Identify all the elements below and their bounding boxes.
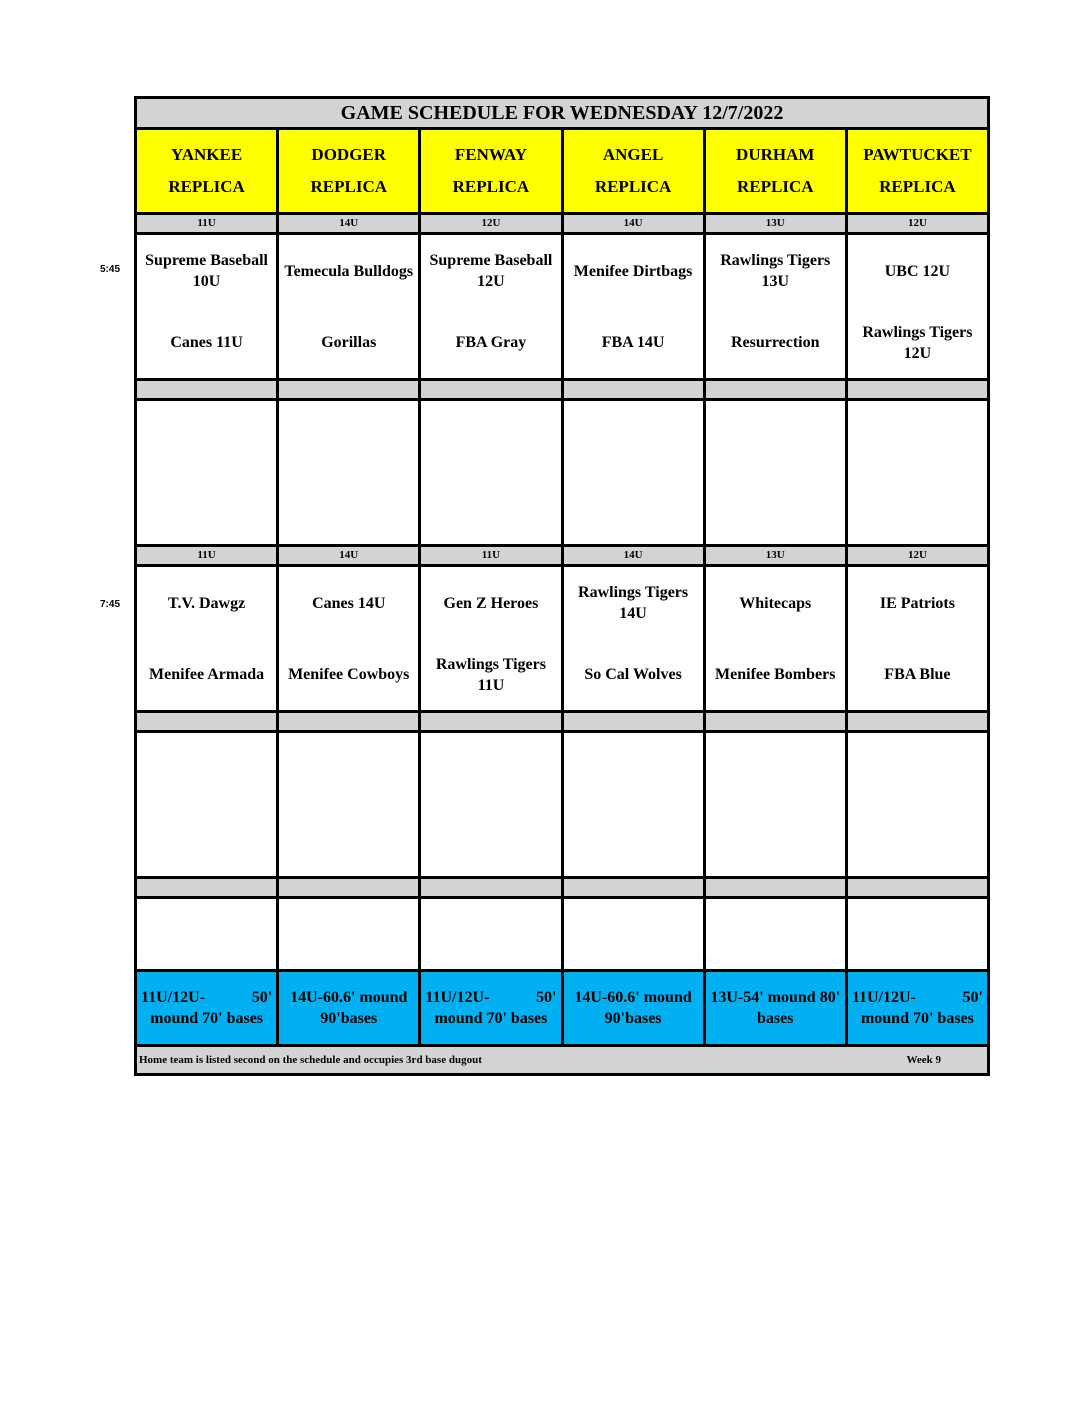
empty-cell [421, 733, 560, 876]
home-team: Menifee Armada [149, 666, 265, 683]
game-cell [279, 567, 418, 710]
empty-cell [706, 733, 845, 876]
empty-cell [706, 401, 845, 544]
age-label: 14U [564, 215, 703, 232]
home-team: FBA 14U [601, 334, 665, 351]
games-row-slot-1 [137, 235, 987, 378]
gray-cell [279, 879, 418, 896]
field-name: FENWAY [454, 145, 527, 164]
field-rules-row [137, 972, 987, 1044]
field-name: PAWTUCKET [863, 145, 972, 164]
game-cell [706, 235, 845, 378]
home-team: Canes 11U [170, 334, 243, 351]
game-cell [848, 567, 987, 710]
home-team: FBA Gray [455, 334, 527, 351]
away-team: Canes 14U [312, 594, 386, 612]
game-cell [564, 235, 703, 378]
spacer-gray-row [137, 713, 987, 730]
age-label: 11U [137, 547, 276, 564]
gray-cell [706, 879, 845, 896]
spacer-gray-row [137, 381, 987, 398]
games-row-slot-2 [137, 567, 987, 710]
field-rule: 11U/12U- 50' mound 70' bases [421, 972, 560, 1044]
field-rule: 13U-54' mound 80' bases [706, 972, 845, 1044]
empty-cell [279, 899, 418, 969]
field-sub: REPLICA [168, 177, 245, 196]
age-label: 11U [137, 215, 276, 232]
field-name: DURHAM [736, 145, 815, 164]
home-team: FBA Blue [884, 666, 951, 683]
gray-cell [137, 879, 276, 896]
game-cell [706, 567, 845, 710]
field-name: DODGER [311, 145, 387, 164]
empty-cell [421, 401, 560, 544]
field-header-row [137, 130, 987, 212]
gray-cell [279, 381, 418, 398]
away-team: Whitecaps [739, 594, 812, 612]
gray-cell [848, 879, 987, 896]
field-sub: REPLICA [452, 177, 530, 196]
empty-cell [564, 899, 703, 969]
footer-bar [137, 1044, 987, 1073]
gray-cell [279, 713, 418, 730]
age-label: 14U [279, 215, 418, 232]
gray-cell [137, 713, 276, 730]
age-label: 12U [848, 215, 987, 232]
age-label: 13U [706, 547, 845, 564]
field-header-angel [564, 130, 703, 212]
age-label: 11U [421, 547, 560, 564]
age-label: 13U [706, 215, 845, 232]
gray-cell [137, 381, 276, 398]
home-team: Menifee Cowboys [288, 666, 410, 683]
gray-cell [421, 713, 560, 730]
field-sub: REPLICA [310, 177, 387, 196]
field-sub: REPLICA [736, 177, 814, 196]
age-row-slot-1 [137, 215, 987, 232]
game-cell [421, 235, 560, 378]
field-rule: 14U-60.6' mound 90'bases [279, 972, 418, 1044]
home-team: Rawlings Tigers 12U [862, 323, 973, 362]
gray-cell [564, 713, 703, 730]
gray-cell [564, 879, 703, 896]
field-sub: REPLICA [594, 177, 672, 196]
field-header-yankee [137, 130, 276, 212]
empty-cell [564, 733, 703, 876]
gray-cell [706, 381, 845, 398]
field-header-durham [706, 130, 845, 212]
age-row-slot-2 [137, 547, 987, 564]
game-cell [848, 235, 987, 378]
field-rule: 11U/12U- 50' mound 70' bases [848, 972, 987, 1044]
home-team-note: Home team is listed second on the schedule and occupies 3rd base dugout [139, 1054, 482, 1066]
home-team: Rawlings Tigers 11U [435, 655, 546, 694]
game-cell [279, 235, 418, 378]
gray-cell [421, 381, 560, 398]
gray-cell [564, 381, 703, 398]
away-team: Supreme Baseball 10U [145, 252, 268, 290]
home-team: Gorillas [321, 334, 377, 351]
spacer-gray-row [137, 879, 987, 896]
field-header-dodger [279, 130, 418, 212]
gray-cell [848, 381, 987, 398]
time-label-slot-1: 5:45 [100, 264, 121, 275]
home-team: Resurrection [730, 334, 820, 351]
field-rule: 14U-60.6' mound 90'bases [564, 972, 703, 1044]
field-name: ANGEL [602, 145, 664, 164]
empty-cell [421, 899, 560, 969]
game-cell [421, 567, 560, 710]
empty-cell [137, 733, 276, 876]
away-team: IE Patriots [879, 594, 955, 612]
field-sub: REPLICA [879, 177, 956, 196]
empty-cell [279, 401, 418, 544]
empty-cell [706, 899, 845, 969]
empty-cell [137, 899, 276, 969]
empty-cell [279, 733, 418, 876]
away-team: Temecula Bulldogs [284, 262, 414, 280]
empty-cell [848, 401, 987, 544]
age-label: 12U [848, 547, 987, 564]
field-header-fenway [421, 130, 560, 212]
short-empty-row [137, 899, 987, 969]
home-team: Menifee Bombers [715, 666, 836, 683]
field-header-pawtucket [848, 130, 987, 212]
game-cell [137, 235, 276, 378]
time-label-slot-2: 7:45 [100, 599, 121, 610]
age-label: 12U [421, 215, 560, 232]
home-team: So Cal Wolves [584, 666, 682, 683]
field-name: YANKEE [170, 145, 243, 164]
empty-cell [848, 733, 987, 876]
age-label: 14U [564, 547, 703, 564]
gray-cell [421, 879, 560, 896]
schedule-table [134, 96, 990, 1076]
away-team: Rawlings Tigers 13U [720, 252, 831, 290]
game-cell [137, 567, 276, 710]
game-cell [564, 567, 703, 710]
week-label: Week 9 [906, 1054, 941, 1066]
gray-cell [848, 713, 987, 730]
empty-games-row [137, 401, 987, 544]
age-label: 14U [279, 547, 418, 564]
empty-cell [137, 401, 276, 544]
away-team: Supreme Baseball 12U [429, 252, 553, 290]
field-rule: 11U/12U- 50' mound 70' bases [137, 972, 276, 1044]
away-team: Rawlings Tigers 14U [578, 584, 689, 622]
away-team: Gen Z Heroes [443, 594, 539, 612]
schedule-title: GAME SCHEDULE FOR WEDNESDAY 12/7/2022 [137, 99, 987, 130]
gray-cell [706, 713, 845, 730]
empty-games-row [137, 733, 987, 876]
away-team: Menifee Dirtbags [573, 262, 693, 280]
away-team: UBC 12U [884, 262, 951, 280]
away-team: T.V. Dawgz [167, 594, 246, 612]
empty-cell [848, 899, 987, 969]
empty-cell [564, 401, 703, 544]
